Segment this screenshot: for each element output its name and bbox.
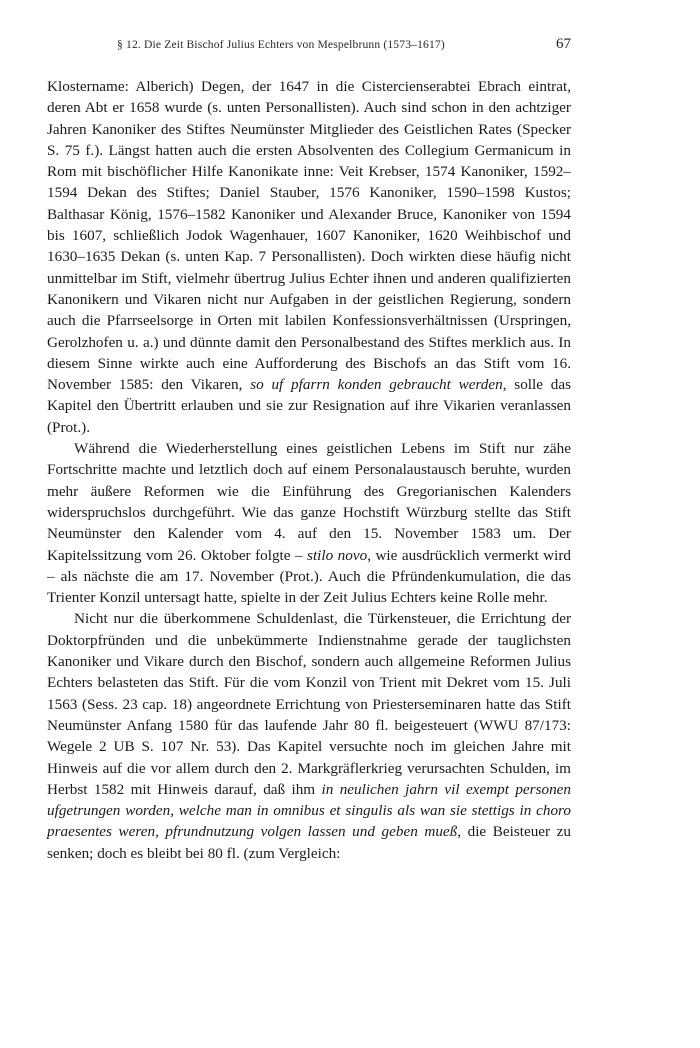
text-segment: Klostername: Alberich) Degen, der 1647 in die Cistercienserabtei Ebrach eintrat, deren Abt er 1658 wurde (s. unten Personallisten). Auch sind schon in den achtziger Jahren Kanoniker des Stiftes Neumünster Mitglieder des Geistlichen Rates (Specker S. 75 f.). Längst hatten auch die ersten Absolventen des Collegium Germanicum in Rom mit bischöflicher Hilfe Kanonikate inne: Veit Krebser, 1574 Kanoniker, 1592–1594 Dekan des Stiftes; Daniel Stauber, 1576 Kanoniker, 1590–1598 Kustos; Balthasar König, 1576–1582 Kanoniker und Alexander Bruce, Kanoniker von 1594 bis 1607, schließlich Jodok Wagenhauer, 1607 Kanoniker, 1620 Weihbischof und 1630–1635 Dekan (s. unten Kap. 7 Personallisten). Doch wirkten diese häufig nicht unmittelbar im Stift, vielmehr übertrug Julius Echter ihnen und anderen qualifizierten Kanonikern und Vikaren nicht nur Aufgaben in der geistlichen Regierung, sondern auch die Pfarrseelsorge in Orten mit labilen Konfessionsverhältnissen (Urspringen, Gerolzhofen u. a.) und dünnte damit den Personalbestand des Stiftes merklich aus. In diesem Sinne wirkte auch eine Aufforderung des Bischofs an das Stift vom 16. November 1585: den Vikaren,: [47, 78, 571, 394]
italic-quote: stilo novo: [307, 546, 368, 564]
italic-quote: so uf pfarrn konden gebraucht werden: [250, 376, 503, 394]
body-text: [47, 76, 571, 864]
text-segment: , solle das Kapitel den Übertritt erlauben und sie zur Resignation auf ihre Vikarien veranlassen (Prot.).: [47, 376, 571, 436]
text-segment: Während die Wiederherstellung eines geistlichen Lebens im Stift nur zähe Fortschritte machte und letztlich doch auf einem Personalaustausch beruhte, wurden mehr äußere Reformen wie die Einführung des Gregorianischen Kalenders widerspruchslos durchgeführt. Wie das ganze Hochstift Würzburg stellte das Stift Neumünster den Kalender vom 4. auf den 15. November 1583 um. Der Kapitelssitzung vom 26. Oktober folgte –: [47, 440, 571, 564]
text-segment: Nicht nur die überkommene Schuldenlast, die Türkensteuer, die Errichtung der Doktorpfründen und die unbekümmerte Indienstnahme gerade der tauglichsten Kanoniker und Vikare durch den Bischof, sondern auch allgemeine Reformen Julius Echters belasteten das Stift. Für die vom Konzil von Trient mit Dekret vom 15. Juli 1563 (Sess. 23 cap. 18) angeordnete Errichtung von Priesterseminaren hatte das Stift Neumünster Anfang 1580 für das laufende Jahr 80 fl. beigesteuert (WWU 87/173: Wegele 2 UB S. 107 Nr. 53). Das Kapitel versuchte noch im gleichen Jahre mit Hinweis auf die vor allem durch den 2. Markgräflerkrieg verursachten Schulden, im Herbst 1582 mit Hinweis darauf, daß ihm: [47, 610, 571, 798]
italic-quote: in neulichen jahrn vil exempt personen ufgetrungen worden, welche man in omnibus et singulis als wan sie stettigs in choro praesentes weren, pfrundnutzung volgen lassen und geben mueß: [47, 780, 571, 841]
page-header: [47, 36, 571, 53]
text-segment: , wie ausdrücklich vermerkt wird – als nächste die am 17. November (Prot.). Auch die Pfründenkumulation, die das Trienter Konzil untersagt hatte, spielte in der Zeit Julius Echters keine Rolle mehr.: [47, 546, 572, 607]
running-head: § 12. Die Zeit Bischof Julius Echters von Mespelbrunn (1573–1617): [117, 38, 445, 51]
paragraph: [47, 608, 571, 864]
paragraph: [47, 76, 571, 438]
paragraph: [47, 438, 571, 608]
text-segment: , die Beisteuer zu senken; doch es bleibt bei 80 fl. (zum Vergleich:: [47, 823, 571, 862]
page-number: 67: [556, 36, 571, 52]
